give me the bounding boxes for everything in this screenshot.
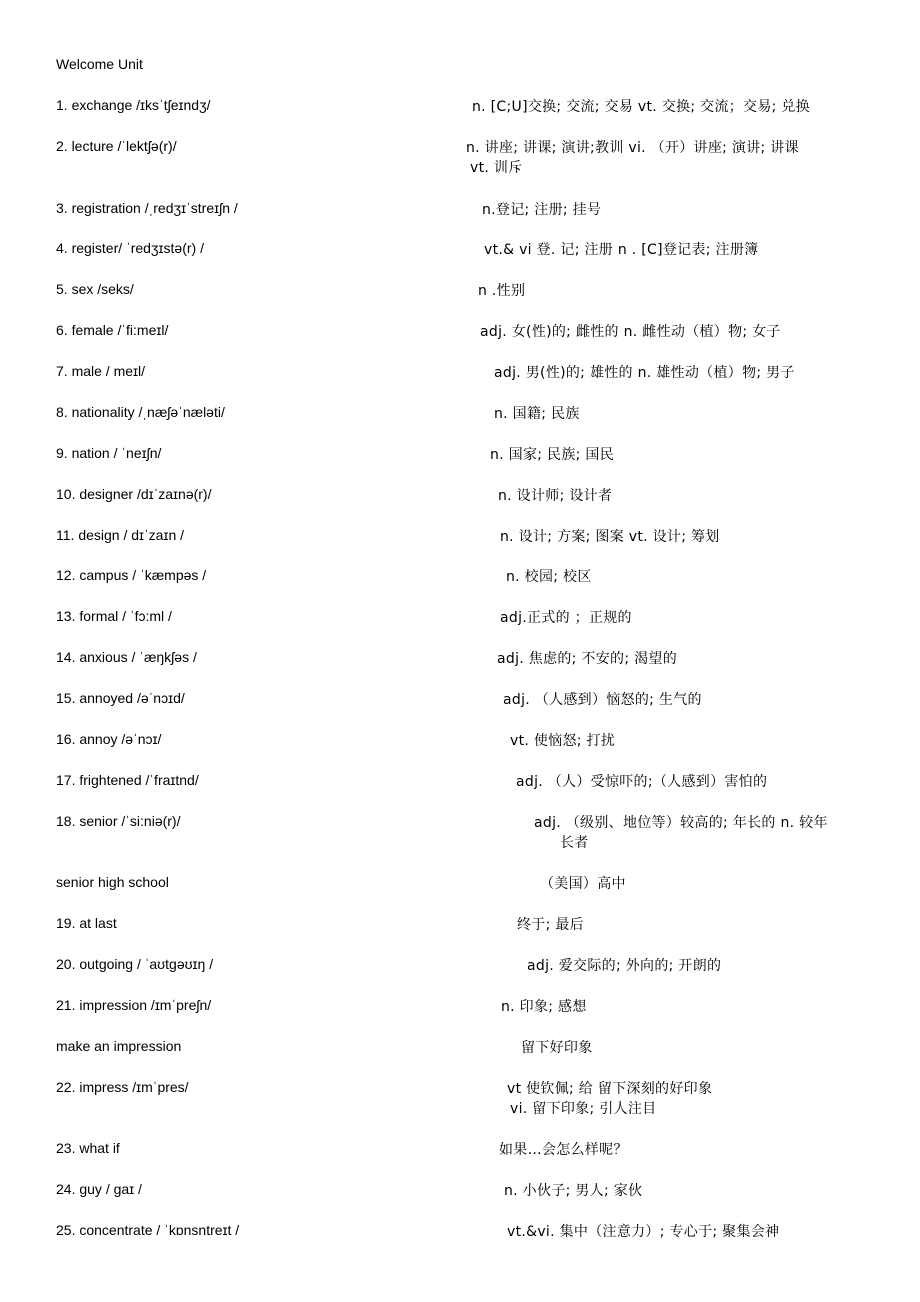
entry-word: 20. outgoing / ˈaʊtgəʊɪŋ / [56,956,214,972]
vocab-entry [0,690,920,730]
vocab-entry [0,281,920,321]
entry-definition: adj. （人）受惊吓的;（人感到）害怕的 [516,774,768,790]
entry-word: 13. formal / ˈfɔ:ml / [56,608,172,624]
entry-word: 15. annoyed /əˈnɔɪd/ [56,690,185,706]
entry-definition: n.登记; 注册; 挂号 [482,202,602,218]
vocab-entry [0,322,920,362]
vocab-entry [0,731,920,771]
vocab-entry [0,1140,920,1180]
vocab-entry [0,956,920,996]
vocab-entry [0,1079,920,1119]
entry-definition: adj. 爱交际的; 外向的; 开朗的 [527,958,722,974]
vocab-entry [0,772,920,812]
entry-definition: n. 小伙子; 男人; 家伙 [504,1183,643,1199]
vocab-entry [0,649,920,689]
entry-word: 9. nation / ˈneɪʃn/ [56,445,162,461]
entry-word: 23. what if [56,1140,120,1156]
entry-definition-continued: 长者 [560,835,589,851]
entry-word: 16. annoy /əˈnɔɪ/ [56,731,162,747]
entry-word: 17. frightened /ˈfraɪtnd/ [56,772,199,788]
entry-definition: n. 讲座; 讲课; 演讲;教训 vi. （开）讲座; 演讲; 讲课 [466,140,799,156]
vocab-entry [0,97,920,137]
entry-definition: n. 国籍; 民族 [494,406,580,422]
entry-definition: n. 设计; 方案; 图案 vt. 设计; 筹划 [500,529,720,545]
vocab-entry [0,527,920,567]
entry-definition: vt 使钦佩; 给 留下深刻的好印象 [507,1081,713,1097]
entry-definition: adj. 女(性)的; 雌性的 n. 雌性动（植）物; 女子 [480,324,781,340]
entry-definition: 留下好印象 [521,1040,593,1056]
entry-definition: n .性别 [478,283,526,299]
entry-word: make an impression [56,1038,182,1054]
entry-definition: adj.正式的 ；正规的 [500,610,632,626]
entry-word: 8. nationality /ˌnæʃəˈnæləti/ [56,404,225,420]
vocab-entry [0,1181,920,1221]
entry-word: 24. guy / gaɪ / [56,1181,142,1197]
entry-definition-continued: vt. 训斥 [470,160,523,176]
entry-word: 3. registration /ˌredʒɪˈstreɪʃn / [56,200,238,216]
entry-definition: n. 校园; 校区 [506,569,592,585]
entry-word: 12. campus / ˈkæmpəs / [56,567,207,583]
vocab-entry [0,240,920,280]
entry-word: 6. female /ˈfi:meɪl/ [56,322,169,338]
vocab-entry [0,138,920,178]
entry-definition: 终于; 最后 [517,917,584,933]
vocab-entry [0,997,920,1037]
entry-word: 11. design / dɪˈzaɪn / [56,527,185,543]
entry-definition: vt.& vi 登. 记; 注册 n . [C]登记表; 注册簿 [484,242,759,258]
entry-definition: adj. （级别、地位等）较高的; 年长的 n. 较年 [534,815,828,831]
vocab-entry [0,915,920,955]
entry-word: 7. male / meɪl/ [56,363,146,379]
vocab-entry [0,1222,920,1262]
entry-word: 14. anxious / ˈæŋkʃəs / [56,649,197,665]
entry-definition: vt.&vi. 集中（注意力）; 专心于; 聚集会神 [507,1224,780,1240]
vocab-entry [0,813,920,853]
entry-definition: n. 印象; 感想 [501,999,587,1015]
entry-word: 4. register/ ˈredʒɪstə(r) / [56,240,204,256]
vocab-entry [0,404,920,444]
entry-word: 18. senior /ˈsi:niə(r)/ [56,813,181,829]
entry-word: 25. concentrate / ˈkɒnsntreɪt / [56,1222,240,1238]
entry-definition: adj. 焦虑的; 不安的; 渴望的 [497,651,677,667]
vocab-entry [0,608,920,648]
entry-definition-continued: vi. 留下印象; 引人注目 [510,1101,657,1117]
entry-word: 5. sex /seks/ [56,281,134,297]
vocab-entry [0,567,920,607]
vocab-entry [0,445,920,485]
entry-definition: n. [C;U]交换; 交流; 交易 vt. 交换; 交流；交易; 兑换 [472,99,811,115]
vocab-entry [0,486,920,526]
entry-definition: adj. 男(性)的; 雄性的 n. 雄性动（植）物; 男子 [494,365,795,381]
entry-word: 1. exchange /ɪksˈtʃeɪndʒ/ [56,97,211,113]
entry-word: 10. designer /dɪˈzaɪnə(r)/ [56,486,212,502]
document-title: Welcome Unit [56,56,143,72]
entry-definition: （美国）高中 [540,876,626,892]
entry-word: 19. at last [56,915,117,931]
entry-word: 21. impression /ɪmˈpreʃn/ [56,997,212,1013]
entry-word: senior high school [56,874,169,890]
entry-definition: n. 国家; 民族; 国民 [490,447,615,463]
vocab-entry [0,363,920,403]
entry-word: 2. lecture /ˈlektʃə(r)/ [56,138,177,154]
entry-definition: vt. 使恼怒; 打扰 [510,733,616,749]
entry-definition: 如果…会怎么样呢？ [499,1142,628,1158]
entry-definition: adj. （人感到）恼怒的; 生气的 [503,692,702,708]
entry-definition: n. 设计师; 设计者 [498,488,613,504]
entry-word: 22. impress /ɪmˈpres/ [56,1079,189,1095]
vocab-entry [0,874,920,914]
vocab-entry [0,200,920,240]
vocab-entry [0,1038,920,1078]
